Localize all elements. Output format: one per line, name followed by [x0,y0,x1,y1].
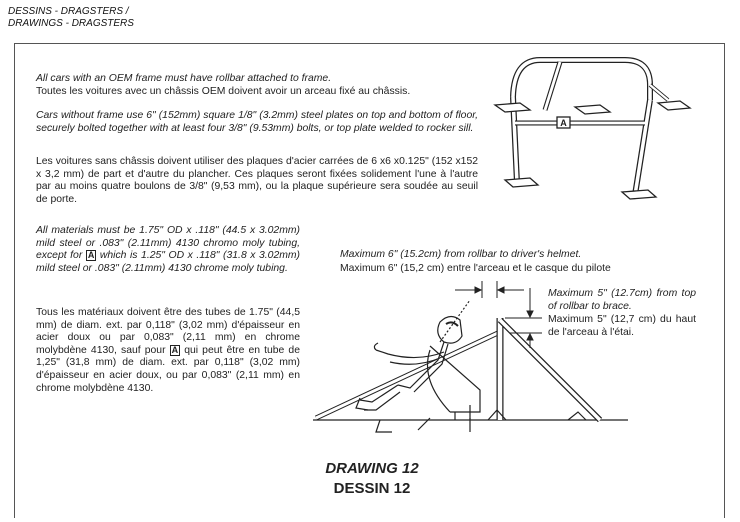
drawing-caption-fr: DESSIN 12 [333,480,411,497]
helmet-note-en: Maximum 6" (15.2cm) from rollbar to driver's helmet. [340,249,582,260]
measurement-brace [505,288,542,348]
materials-en-part-1: All materials must be 1.75" OD x .118" (44.5 x 3.02mm) mild steel or .083" (2.11mm) 4130 chromo moly tubing, except for [36,225,300,262]
brace-note-en: Maximum 5" (12.7cm) from top of rollbar to brace. [548,288,696,312]
header-line-1: DESSINS - DRAGSTERS / [8,6,129,17]
marker-a-label: A [560,118,567,128]
marker-a-badge: A [87,250,95,261]
marker-a-badge-fr: A [171,344,179,355]
materials-fr-part-1: Tous les matériaux doivent être des tubes de 1.75" (44,5 mm) de diam. ext. par 0,118" (3,02 mm) d'épaisseur en acier doux ou par 0,083" (2,11 mm) en chrome molybdène 4130, sauf pour [36,307,300,356]
paragraph-oem-fr: Toutes les voitures avec un châssis OEM doivent avoir un arceau fixé au châssis. [36,85,411,97]
paragraph-plates-en: Cars without frame use 6" (152mm) square 1/8" (3.2mm) steel plates on top and bottom of floor, securely bolted together with at least four 3/8" (9.53mm) bolts, or top plate welded to rocker sill. [36,110,478,134]
header-line-2: DRAWINGS - DRAGSTERS [8,18,134,29]
helmet-note-fr: Maximum 6" (15,2 cm) entre l'arceau et le casque du pilote [340,263,611,274]
paragraph-plates-fr: Les voitures sans châssis doivent utiliser des plaques d'acier carrées de 6 x6 x0.125" (152 x152 x 3,2 mm) de part et d'autre du plancher. Ces plaques seront fixées solidement l'une à l'autre par au moins quatre boulons de 3/8" (9,53 mm), ou la plaque supérieure sera soudée au seuil de porte. [36,156,478,205]
measurement-helmet [455,281,524,298]
materials-en-part-2: which is 1.25" OD x .118" (31.8 x 3.02mm) mild steel or .083" (2.11mm) 4130 chrome moly tubing. [36,250,300,274]
brace-note-fr: Maximum 5" (12,7 cm) du haut de l'arceau à l'étai. [548,314,696,338]
rollbar-isometric [495,60,690,199]
materials-fr-part-2: qui peut être en tube de 1,25" (31,8 mm) de diam. ext. par 0,118" (3,02 mm) d'épaisseur en acier doux, ou par 0,083" (2,11 mm) en chrome molybdène 4130. [36,344,300,394]
paragraph-oem-en: All cars with an OEM frame must have rollbar attached to frame. [36,73,332,84]
drawing-caption-en: DRAWING 12 [325,460,419,477]
